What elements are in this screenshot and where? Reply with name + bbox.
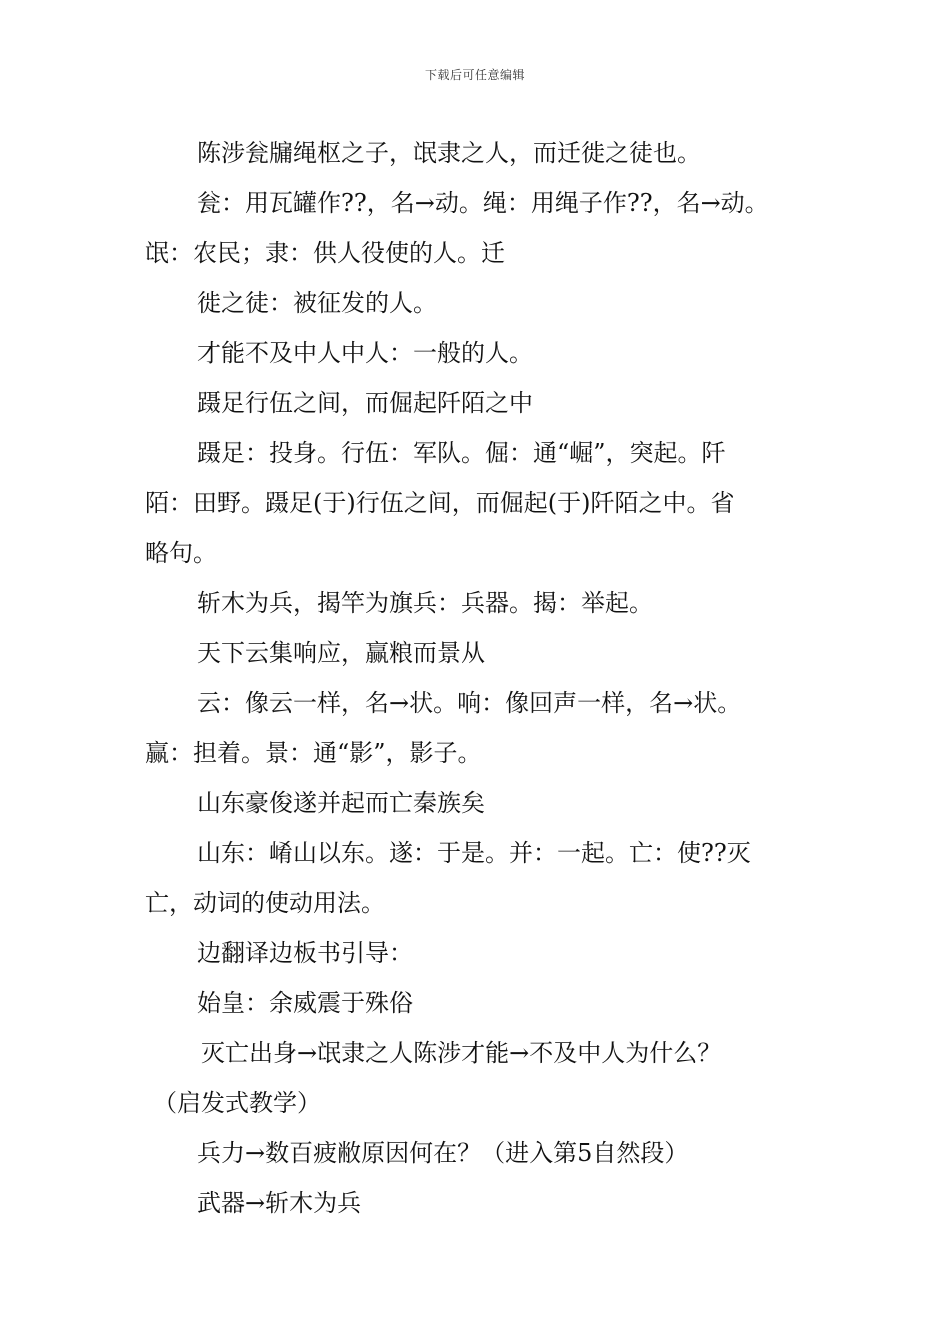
text-line: 蹑足：投身。行伍：军队。倔：通“崛”，突起。阡 [197, 439, 726, 467]
text-line: 陌：田野。蹑足(于)行伍之间，而倔起(于)阡陌之中。省 [145, 489, 735, 517]
text-line: 氓：农民；隶：供人役使的人。迁 [145, 239, 505, 267]
text-line: 才能不及中人中人：一般的人。 [197, 339, 533, 367]
text-line: 蹑足行伍之间，而倔起阡陌之中 [197, 389, 533, 417]
text-line: 瓮：用瓦罐作??，名→动。绳：用绳子作??，名→动。 [197, 189, 769, 217]
text-line: 陈涉瓮牖绳枢之子，氓隶之人，而迁徙之徒也。 [197, 139, 701, 167]
text-line: （启发式教学） [153, 1089, 321, 1117]
page-header: 下载后可任意编辑 [424, 68, 525, 82]
text-line: 武器→斩木为兵 [197, 1189, 362, 1217]
text-line: 山东豪俊遂并起而亡秦族矣 [197, 789, 485, 817]
text-line: 亡，动词的使动用法。 [145, 889, 385, 917]
text-line: 略句。 [145, 539, 217, 567]
text-line: 灭亡出身→氓隶之人陈涉才能→不及中人为什么？ [201, 1039, 722, 1067]
text-line: 云：像云一样，名→状。响：像回声一样，名→状。 [197, 689, 742, 717]
text-line: 赢：担着。景：通“影”，影子。 [145, 739, 482, 767]
text-line: 边翻译边板书引导： [197, 939, 413, 967]
document-body [145, 128, 825, 1228]
text-line: 始皇：余威震于殊俗 [197, 989, 413, 1017]
text-line: 斩木为兵，揭竿为旗兵：兵器。揭：举起。 [197, 589, 653, 617]
text-line: 徙之徒：被征发的人。 [197, 289, 437, 317]
text-line: 山东：崤山以东。遂：于是。并：一起。亡：使??灭 [197, 839, 751, 867]
text-line: 天下云集响应，赢粮而景从 [197, 639, 485, 667]
text-line: 兵力→数百疲敝原因何在？（进入第5自然段） [197, 1139, 689, 1167]
